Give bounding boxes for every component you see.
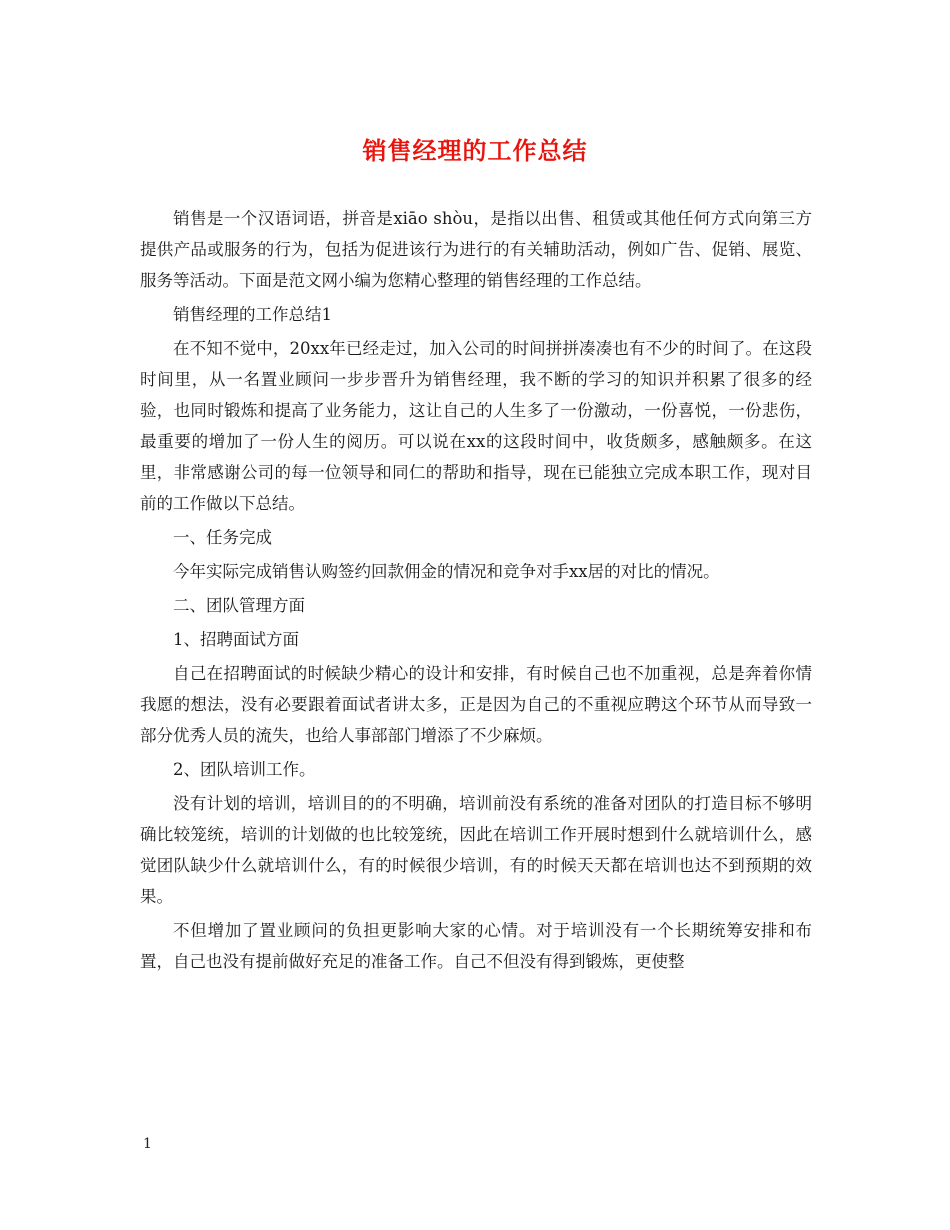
heading-team-management: 二、团队管理方面 bbox=[173, 596, 305, 615]
document-title: 销售经理的工作总结 bbox=[362, 136, 588, 165]
heading-recruitment: 1、招聘面试方面 bbox=[173, 630, 299, 649]
summary-paragraph: 在不知不觉中，20xx年已经走过，加入公司的时间拼拼凑凑也有不少的时间了。在这段时间里，从一名置业顾问一步步晋升为销售经理，我不断的学习的知识并积累了很多的经验，也同时锻炼和提高了业务能力，这让自己的人生多了一份激动，一份喜悦，一份悲伤，最重要的增加了一份人生的阅历。可以说在xx的这段时间中，收货颇多，感触颇多。在这里，非常感谢公司的每一位领导和同仁的帮助和指导，现在已能独立完成本职工作，现对目前的工作做以下总结。 bbox=[140, 339, 812, 513]
page-number: 1 bbox=[143, 1136, 152, 1152]
heading-team-training: 2、团队培训工作。 bbox=[173, 760, 316, 779]
training-continued-paragraph: 不但增加了置业顾问的负担更影响大家的心情。对于培训没有一个长期统筹安排和布置，自己也没有提前做好充足的准备工作。自己不但没有得到锻炼，更使整 bbox=[140, 921, 812, 971]
document-body bbox=[140, 203, 812, 977]
task-completion-paragraph: 今年实际完成销售认购签约回款佣金的情况和竞争对手xx居的对比的情况。 bbox=[173, 562, 720, 581]
recruitment-paragraph: 自己在招聘面试的时候缺少精心的设计和安排，有时候自己也不加重视，总是奔着你情我愿的想法，没有必要跟着面试者讲太多，正是因为自己的不重视应聘这个环节从而导致一部分优秀人员的流失，也给人事部部门增添了不少麻烦。 bbox=[140, 664, 812, 745]
training-paragraph: 没有计划的培训，培训目的的不明确，培训前没有系统的准备对团队的打造目标不够明确比较笼统，培训的计划做的也比较笼统，因此在培训工作开展时想到什么就培训什么，感觉团队缺少什么就培训什么，有的时候很少培训，有的时候天天都在培训也达不到预期的效果。 bbox=[140, 794, 812, 906]
section-heading-summary-1: 销售经理的工作总结1 bbox=[173, 305, 332, 324]
intro-paragraph: 销售是一个汉语词语，拼音是xiāo shòu，是指以出售、租赁或其他任何方式向第三方提供产品或服务的行为，包括为促进该行为进行的有关辅助活动，例如广告、促销、展览、服务等活动。下面是范文网小编为您精心整理的销售经理的工作总结。 bbox=[140, 209, 812, 290]
heading-task-completion: 一、任务完成 bbox=[173, 528, 272, 547]
